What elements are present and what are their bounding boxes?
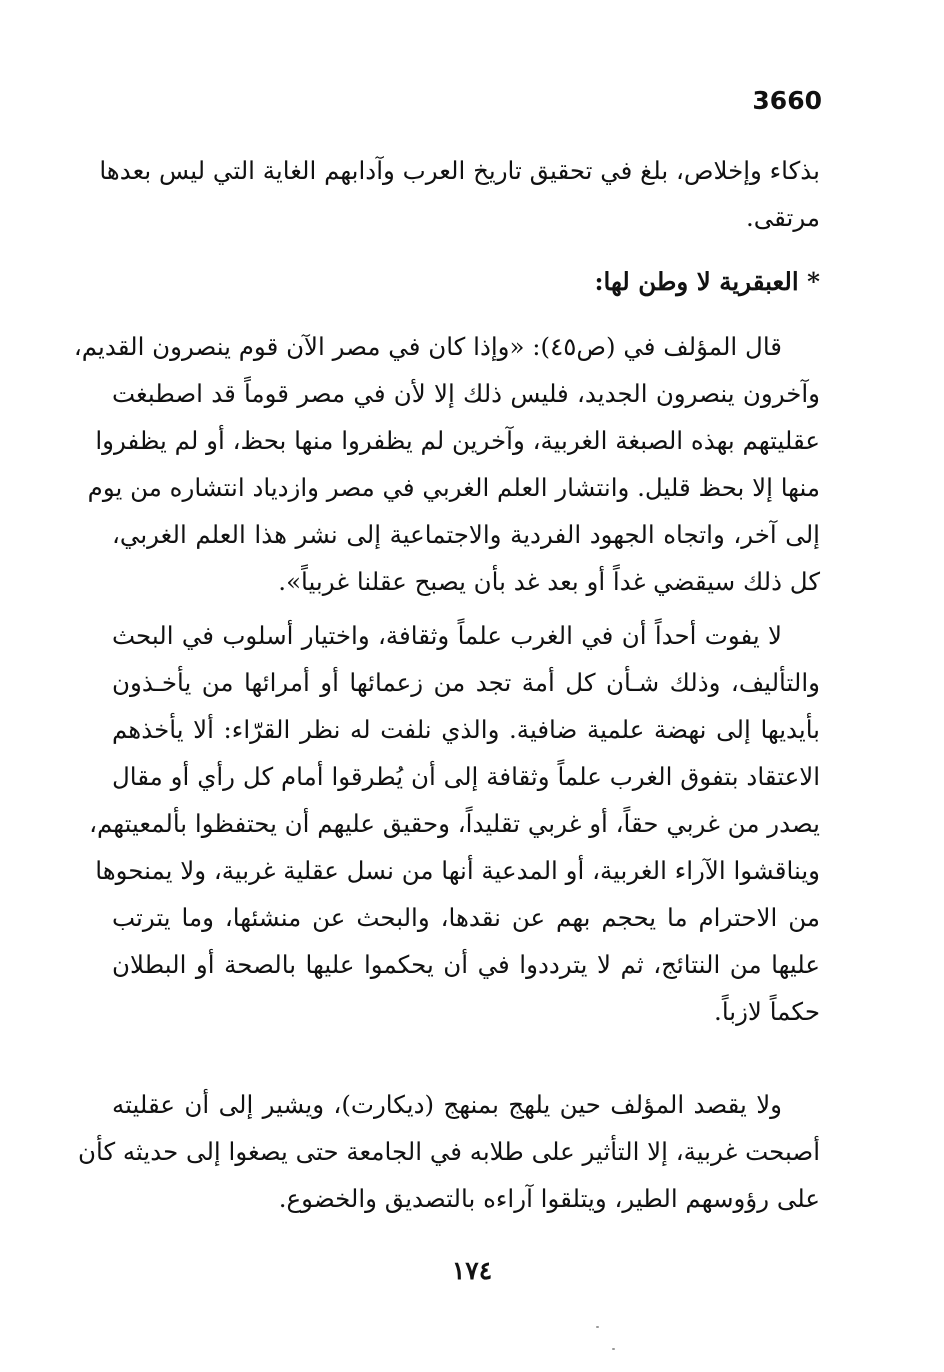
text-line: أصبحت غربية، إلا التأثير على طلابه في الجامعة حتى يصغوا إلى حديثه كأن: [77, 1137, 820, 1166]
text-line: على رؤوسهم الطير، ويتلقوا آراءه بالتصديق والخضوع.: [278, 1184, 820, 1213]
text-line: عليها من النتائج، ثم لا يترددوا في أن يحكموا عليها بالصحة أو البطلان: [112, 950, 820, 979]
section-heading: [112, 258, 820, 305]
text-line: يصدر من غربي حقاً، أو غربي تقليداً، وحقيق عليهم أن يحتفظوا بألمعيتهم،: [89, 809, 820, 838]
volume-page-number: 3660: [752, 86, 822, 115]
paragraph-quote: [73, 323, 820, 605]
text-line: والتأليف، وذلك شـأن كل أمة تجد من زعمائها أو أمرائها من يأخـذون: [112, 668, 820, 697]
text-line: وآخرون ينصرون الجديد، فليس ذلك إلا لأن في مصر قوماً قد اصطبغت: [112, 379, 820, 408]
text-line: مرتقى.: [745, 203, 820, 232]
text-line: من الاحترام ما يحجم بهم عن نقدها، والبحث عن منشئها، وما يترتب: [112, 903, 820, 932]
text-line: ولا يقصد المؤلف حين يلهج بمنهج (ديكارت)، ويشير إلى أن عقليته: [112, 1090, 782, 1119]
text-line: بذكاء وإخلاص، بلغ في تحقيق تاريخ العرب وآدابهم الغاية التي ليس بعدها: [99, 156, 820, 185]
text-line: بأيديها إلى نهضة علمية ضافية. والذي نلفت له نظر القرّاء: ألا يأخذهم: [112, 715, 820, 744]
text-line: قال المؤلف في (ص٤٥): «وإذا كان في مصر الآن قوم ينصرون القديم،: [73, 332, 782, 361]
scan-speck: [596, 1326, 599, 1328]
intro-paragraph: [99, 147, 820, 241]
text-line: حكماً لازباً.: [714, 997, 820, 1026]
scan-speck: [612, 1348, 615, 1350]
text-line: ويناقشوا الآراء الغربية، أو المدعية أنها من نسل عقلية غربية، ولا يمنحوها: [95, 856, 820, 885]
paragraph-commentary: [89, 612, 820, 1035]
text-line: عقليتهم بهذه الصبغة الغربية، وآخرين لم يظفروا منها بحظ، أو لم يظفروا: [95, 426, 820, 455]
text-line: كل ذلك سيقضي غداً أو بعد غد بأن يصبح عقلنا غربياً».: [278, 567, 820, 596]
text-line: إلى آخر، واتجاه الجهود الفردية والاجتماعية إلى نشر هذا العلم الغربي،: [112, 520, 820, 549]
text-line: الاعتقاد بتفوق الغرب علماً وثقافة إلى أن يُطرقوا أمام كل رأي أو مقال: [112, 762, 820, 791]
text-line: منها إلا بحظ قليل. وانتشار العلم الغربي في مصر وازدياد انتشاره من يوم: [87, 473, 820, 502]
paragraph-conclusion: [77, 1081, 820, 1222]
text-line: لا يفوت أحداً أن في الغرب علماً وثقافة، واختيار أسلوب في البحث: [112, 621, 782, 650]
section-heading-text: * العبقرية لا وطن لها:: [594, 267, 820, 296]
book-page-number: ١٧٤: [451, 1256, 493, 1285]
